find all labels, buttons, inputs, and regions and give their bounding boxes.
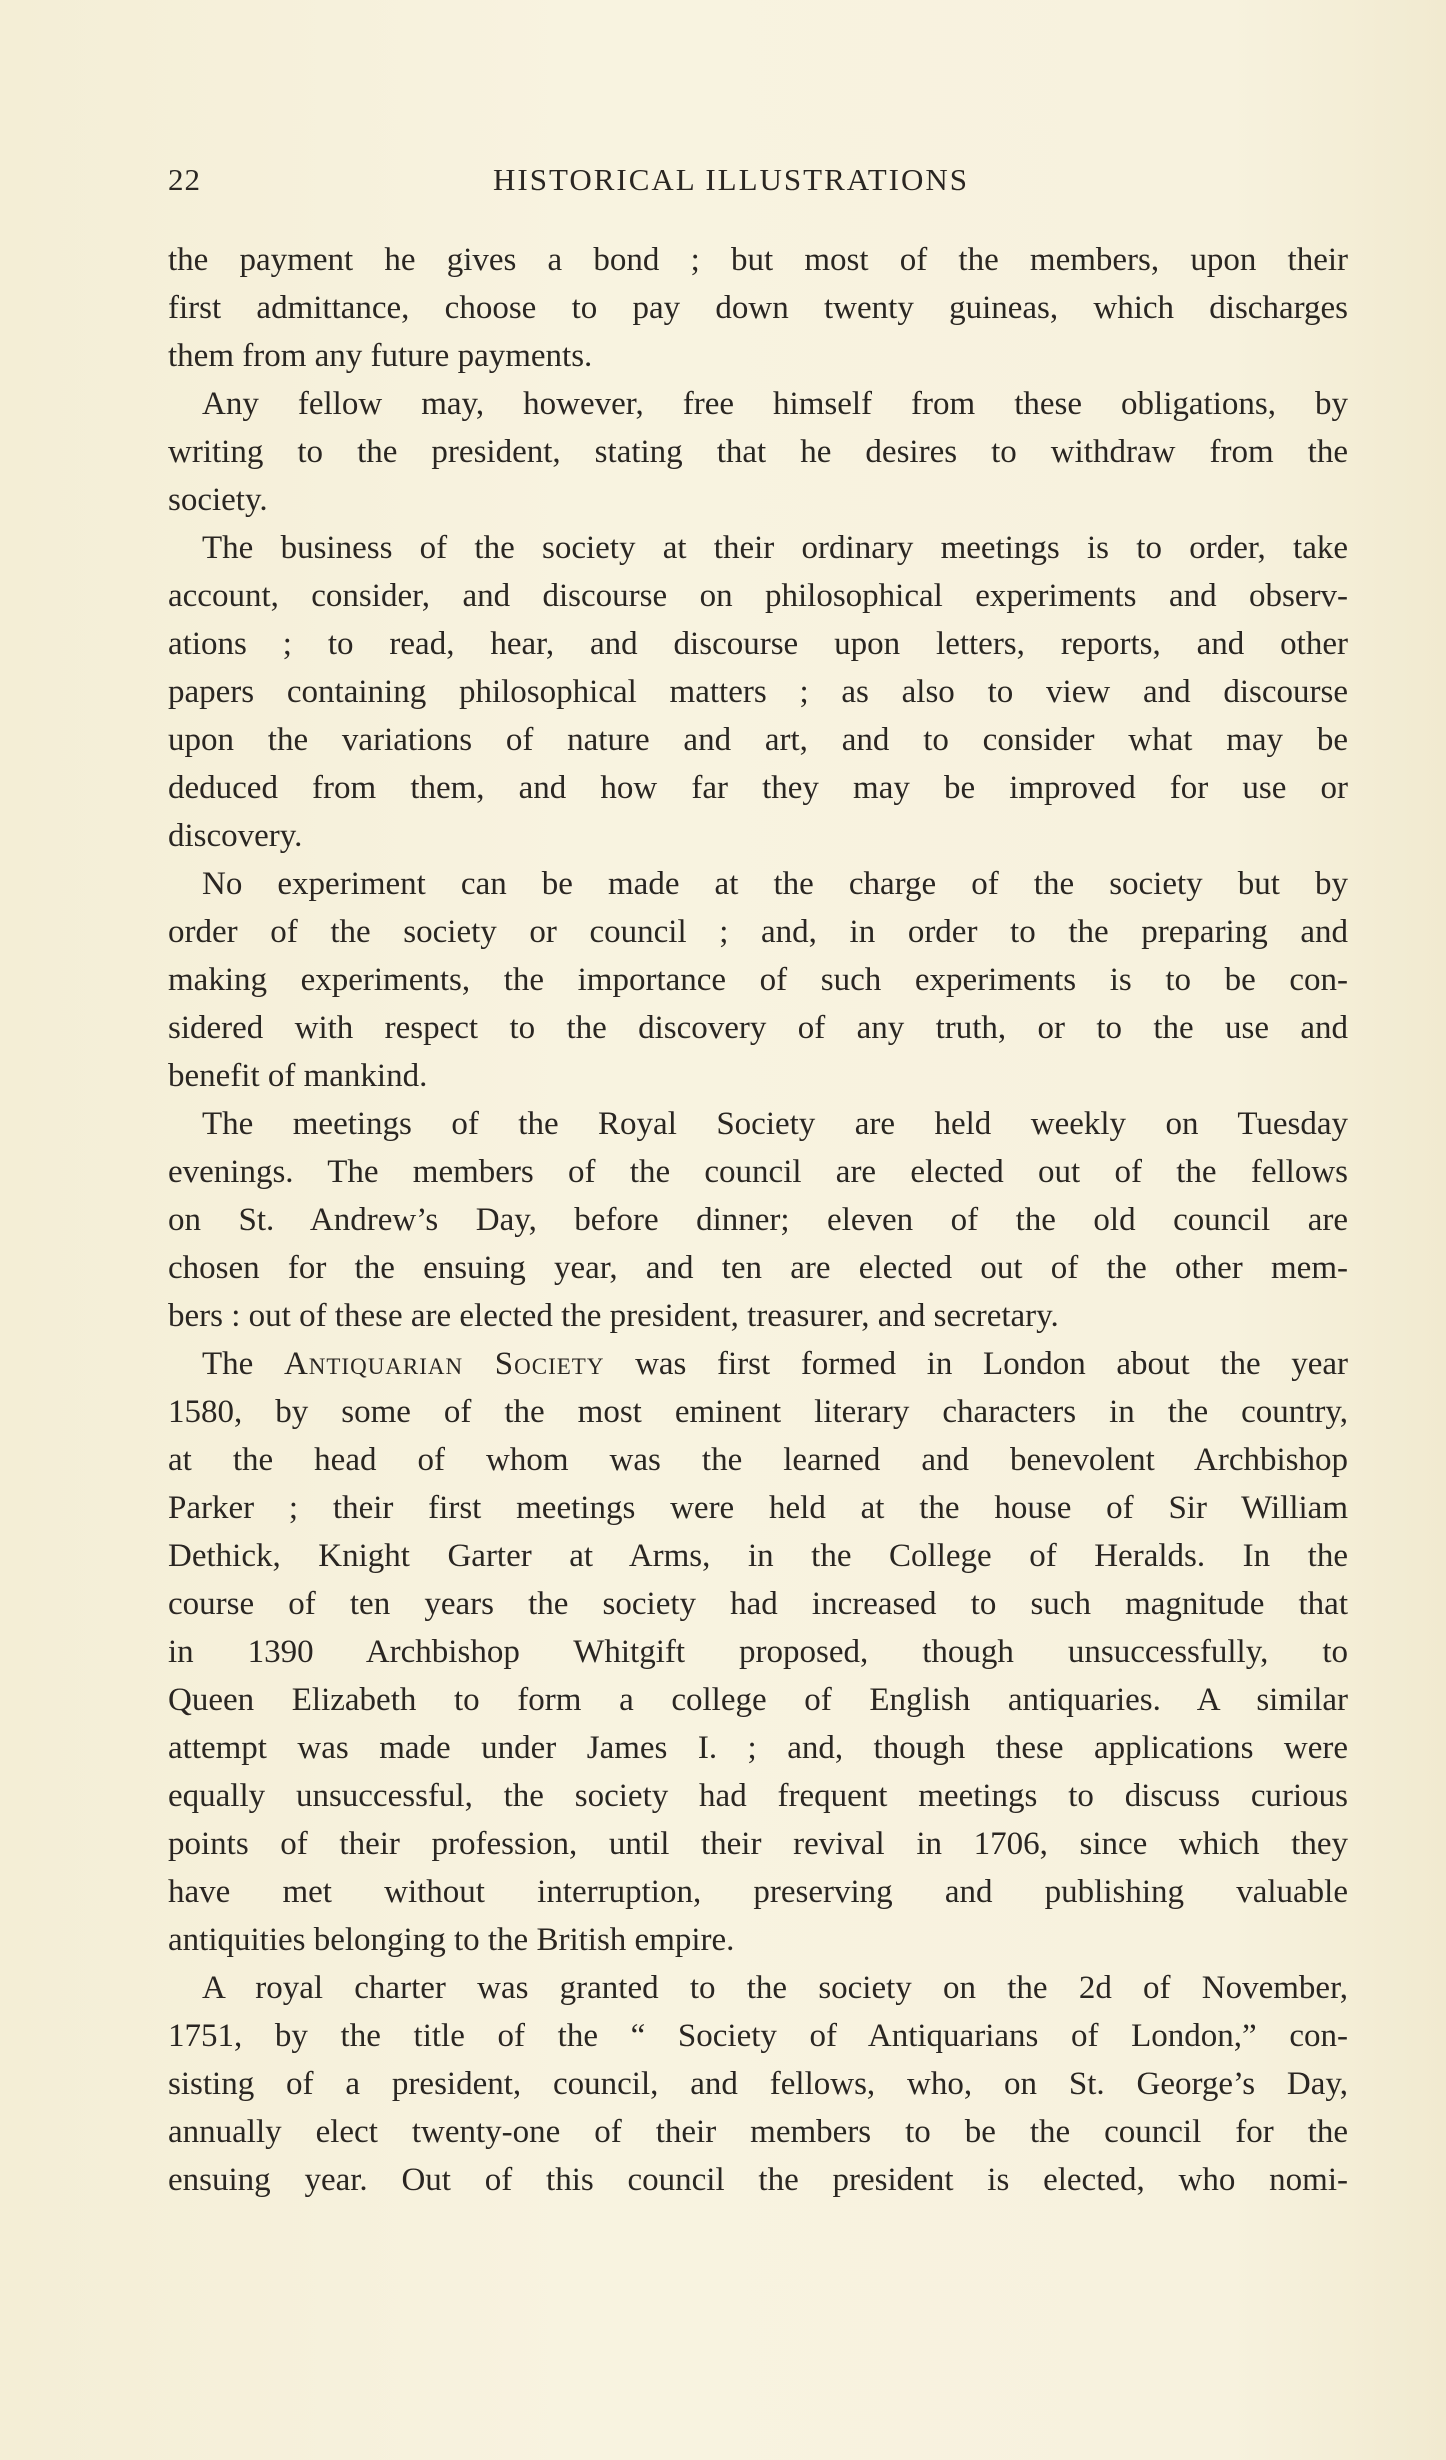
text-line-rest: was first formed in London about the year bbox=[604, 1346, 1349, 1382]
text-line: deduced from them, and how far they may be improved for use or bbox=[168, 770, 1348, 806]
body-text bbox=[168, 236, 1348, 2204]
text-line: society. bbox=[168, 482, 268, 518]
text-line: papers containing philosophical matters ; as also to view and discourse bbox=[168, 674, 1348, 710]
text-line: Parker ; their first meetings were held at the house of Sir William bbox=[168, 1490, 1348, 1526]
text-line: have met without interruption, preserving and publishing valuable bbox=[168, 1874, 1348, 1910]
text-line bbox=[168, 1340, 1348, 1388]
text-line: evenings. The members of the council are elected out of the fellows bbox=[168, 1154, 1348, 1190]
text-line: in 1390 Archbishop Whitgift proposed, though unsuccessfully, to bbox=[168, 1634, 1348, 1670]
text-line: course of ten years the society had increased to such magnitude that bbox=[168, 1586, 1348, 1622]
text-line: Any fellow may, however, free himself from these obligations, by bbox=[202, 386, 1348, 422]
text-line: The meetings of the Royal Society are held weekly on Tuesday bbox=[202, 1106, 1348, 1142]
text-line: sisting of a president, council, and fellows, who, on St. George’s Day, bbox=[168, 2066, 1348, 2102]
text-line: antiquities belonging to the British empire. bbox=[168, 1922, 735, 1958]
text-line: Queen Elizabeth to form a college of English antiquaries. A similar bbox=[168, 1682, 1348, 1718]
text-line: making experiments, the importance of such experiments is to be con- bbox=[168, 962, 1348, 998]
society-name-smallcaps: Antiquarian Society bbox=[283, 1346, 605, 1382]
text-line: discovery. bbox=[168, 818, 303, 854]
text-line: account, consider, and discourse on philosophical experiments and observ- bbox=[168, 578, 1348, 614]
text-line: first admittance, choose to pay down twenty guineas, which discharges bbox=[168, 290, 1348, 326]
text-line: sidered with respect to the discovery of any truth, or to the use and bbox=[168, 1010, 1348, 1046]
page-header bbox=[168, 162, 1348, 202]
text-line: order of the society or council ; and, in order to the preparing and bbox=[168, 914, 1348, 950]
text-line: 1751, by the title of the “ Society of Antiquarians of London,” con- bbox=[168, 2018, 1348, 2054]
text-line-prefix: The bbox=[202, 1346, 284, 1382]
text-line: Dethick, Knight Garter at Arms, in the College of Heralds. In the bbox=[168, 1538, 1348, 1574]
text-line: the payment he gives a bond ; but most of the members, upon their bbox=[168, 242, 1348, 278]
text-line: them from any future payments. bbox=[168, 338, 593, 374]
running-title: HISTORICAL ILLUSTRATIONS bbox=[493, 162, 969, 197]
text-line: ensuing year. Out of this council the president is elected, who nomi- bbox=[168, 2162, 1348, 2198]
text-line: annually elect twenty-one of their members to be the council for the bbox=[168, 2114, 1348, 2150]
text-line: benefit of mankind. bbox=[168, 1058, 428, 1094]
text-line: 1580, by some of the most eminent literary characters in the country, bbox=[168, 1394, 1348, 1430]
text-line: attempt was made under James I. ; and, though these applications were bbox=[168, 1730, 1348, 1766]
page-number: 22 bbox=[168, 162, 201, 197]
text-line: at the head of whom was the learned and benevolent Archbishop bbox=[168, 1442, 1348, 1478]
text-line: upon the variations of nature and art, and to consider what may be bbox=[168, 722, 1348, 758]
text-line: on St. Andrew’s Day, before dinner; eleven of the old council are bbox=[168, 1202, 1348, 1238]
text-line: writing to the president, stating that he desires to withdraw from the bbox=[168, 434, 1348, 470]
text-line: ations ; to read, hear, and discourse upon letters, reports, and other bbox=[168, 626, 1348, 662]
text-line: equally unsuccessful, the society had frequent meetings to discuss curious bbox=[168, 1778, 1348, 1814]
text-line: A royal charter was granted to the society on the 2d of November, bbox=[202, 1970, 1348, 2006]
text-line: bers : out of these are elected the president, treasurer, and secretary. bbox=[168, 1298, 1059, 1334]
text-line: points of their profession, until their revival in 1706, since which they bbox=[168, 1826, 1348, 1862]
text-line: The business of the society at their ordinary meetings is to order, take bbox=[202, 530, 1348, 566]
text-line: chosen for the ensuing year, and ten are elected out of the other mem- bbox=[168, 1250, 1348, 1286]
text-line: No experiment can be made at the charge of the society but by bbox=[202, 866, 1348, 902]
